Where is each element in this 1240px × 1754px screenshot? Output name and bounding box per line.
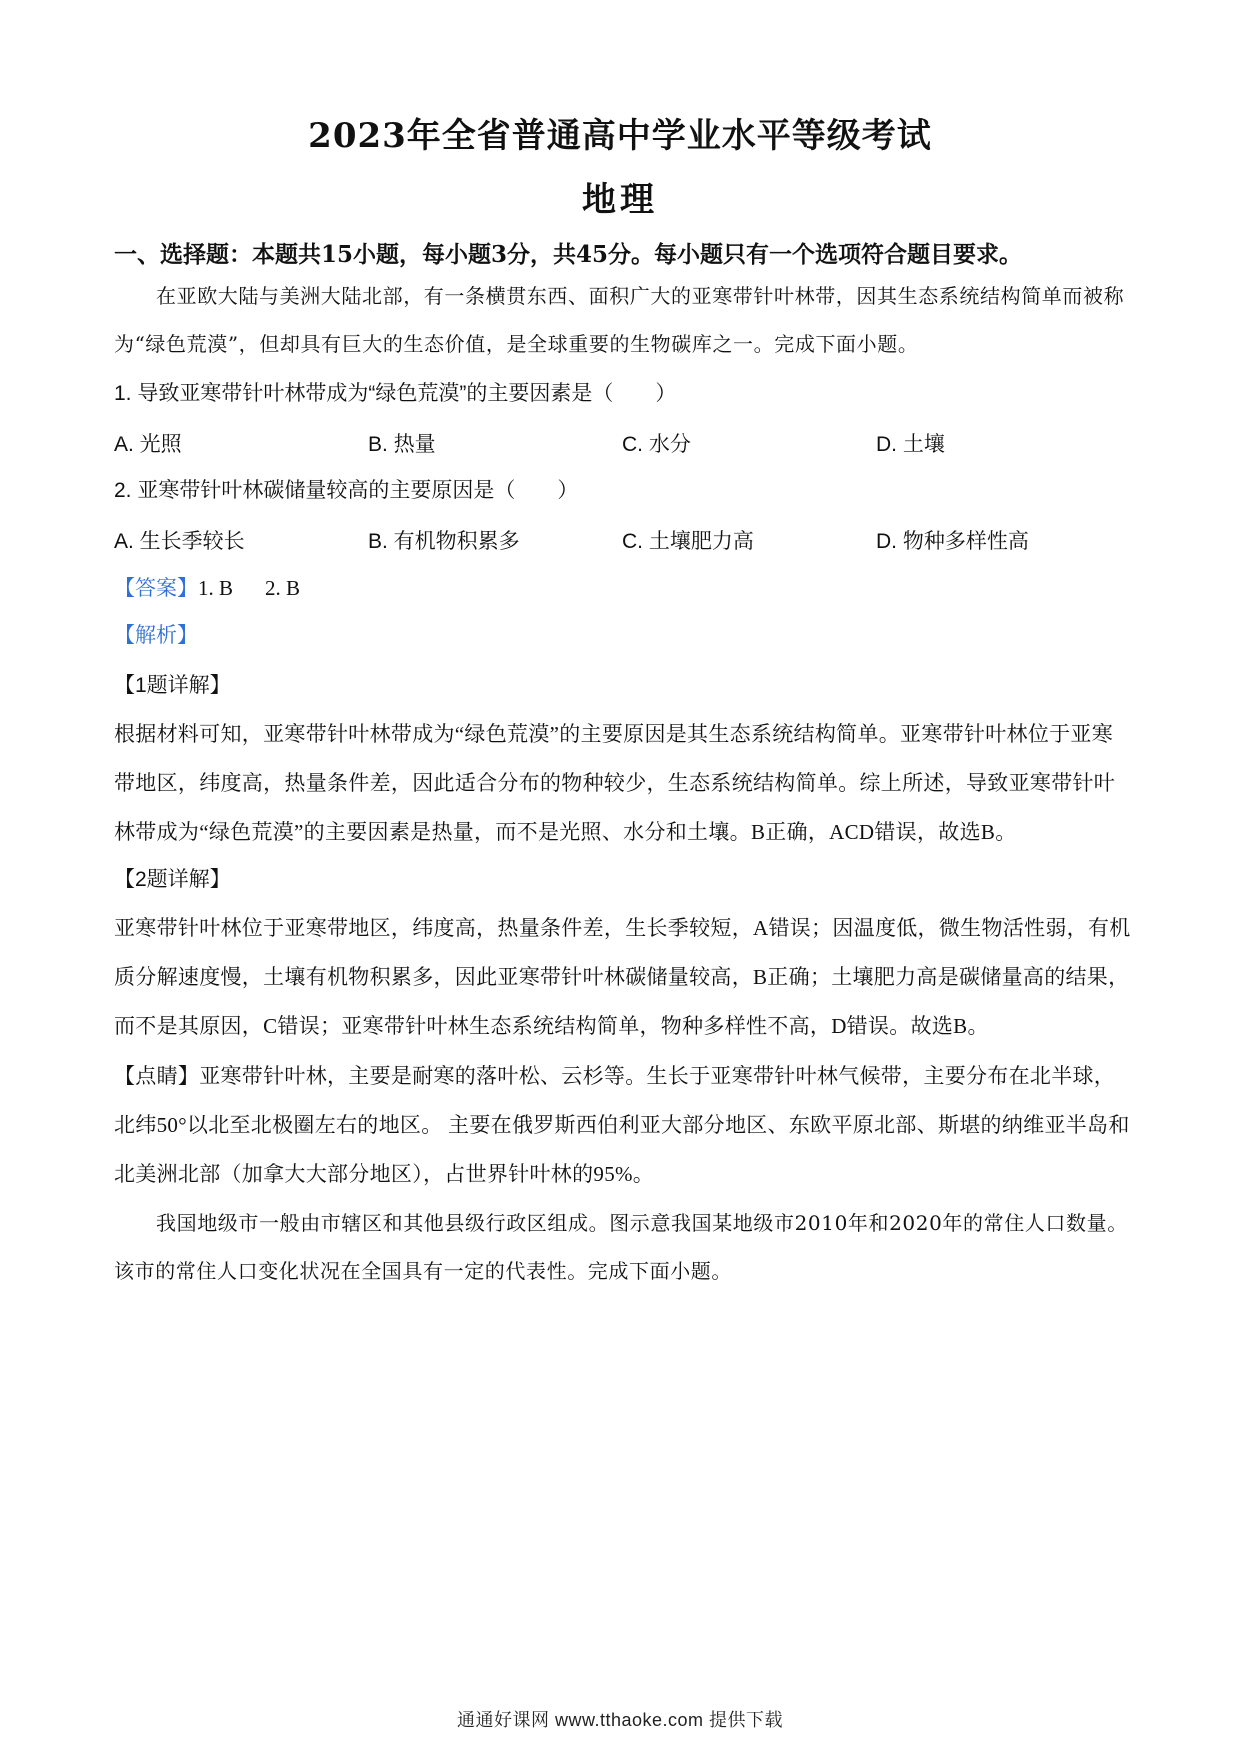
question-1-option-b: B. 热量	[368, 432, 436, 456]
dianjing-paragraph	[114, 1052, 1134, 1199]
passage-1	[114, 272, 1134, 368]
question-2-option-a: A. 生长季较长	[114, 529, 245, 553]
passage-1-text: 在亚欧大陆与美洲大陆北部，有一条横贯东西、面积广大的亚寒带针叶林带，因其生态系统结构简单而被称为“绿色荒漠”，但却具有巨大的生态价值，是全球重要的生物碳库之一。完成下面小题。	[114, 284, 1125, 356]
answer-label: 【答案】	[114, 577, 198, 600]
passage-2-text: 我国地级市一般由市辖区和其他县级行政区组成。图示意我国某地级市2010年和2020年的常住人口数量。该市的常住人口变化状况在全国具有一定的代表性。完成下面小题。	[114, 1211, 1128, 1283]
question-1-option-c: C. 水分	[622, 432, 691, 456]
q2-detail-text: 亚寒带针叶林位于亚寒带地区，纬度高，热量条件差，生长季较短，A错误；因温度低，微生物活性弱，有机质分解速度慢，土壤有机物积累多，因此亚寒带针叶林碳储量较高，B正确；土壤肥力高是碳储量高的结果，而不是其原因，C错误；亚寒带针叶林生态系统结构简单，物种多样性不高，D错误。故选B。	[114, 916, 1131, 1038]
q1-detail-text: 根据材料可知，亚寒带针叶林带成为“绿色荒漠”的主要原因是其生态系统结构简单。亚寒带针叶林位于亚寒带地区，纬度高，热量条件差，因此适合分布的物种较少，生态系统结构简单。综上所述，导致亚寒带针叶林带成为“绿色荒漠”的主要因素是热量，而不是光照、水分和土壤。B正确，ACD错误，故选B。	[114, 722, 1116, 844]
question-2-option-b: B. 有机物积累多	[368, 529, 520, 553]
question-2-option-c: C. 土壤肥力高	[622, 529, 754, 553]
question-2-stem: 2. 亚寒带针叶林碳储量较高的主要原因是（ ）	[114, 479, 579, 502]
exam-title: 2023年全省普通高中学业水平等级考试	[308, 116, 932, 156]
analysis-label: 【解析】	[114, 624, 198, 647]
question-1	[114, 370, 1134, 467]
question-1-stem: 1. 导致亚寒带针叶林带成为“绿色荒漠”的主要因素是（ ）	[114, 382, 677, 405]
dianjing-label: 【点睛】	[114, 1064, 200, 1088]
subject-title: 地理	[582, 180, 658, 220]
question-1-option-d: D. 土壤	[876, 432, 945, 456]
question-2-option-d: D. 物种多样性高	[876, 529, 1029, 553]
answer-line	[114, 564, 1134, 612]
analysis-label-line	[114, 612, 1134, 660]
q2-detail-heading: 【2题详解】	[114, 868, 231, 891]
dianjing-text: 亚寒带针叶林，主要是耐寒的落叶松、云杉等。生长于亚寒带针叶林气候带，主要分布在北半球，北纬50°以北至北极圈左右的地区。 主要在俄罗斯西伯利亚大部分地区、东欧平原北部、斯堪的纳维亚半岛和北美洲北部（加拿大大部分地区），占世界针叶林的95%。	[114, 1064, 1130, 1186]
dianjing-block	[114, 1052, 1134, 1199]
section-heading: 一、选择题：本题共15小题，每小题3分，共45分。每小题只有一个选项符合题目要求。	[114, 241, 1023, 268]
question-1-options	[114, 418, 1134, 467]
q1-explanation	[114, 662, 1134, 857]
question-2	[114, 467, 1134, 564]
question-1-option-a: A. 光照	[114, 432, 182, 456]
footer-source: 通通好课网 www.tthaoke.com 提供下载	[456, 1710, 784, 1730]
answer-block	[114, 564, 1134, 660]
question-2-options	[114, 515, 1134, 564]
q1-detail-heading: 【1题详解】	[114, 674, 231, 697]
passage-2	[114, 1199, 1134, 1295]
answer-1: 1. B	[198, 576, 234, 600]
q2-explanation	[114, 856, 1134, 1051]
answer-2: 2. B	[265, 576, 301, 600]
